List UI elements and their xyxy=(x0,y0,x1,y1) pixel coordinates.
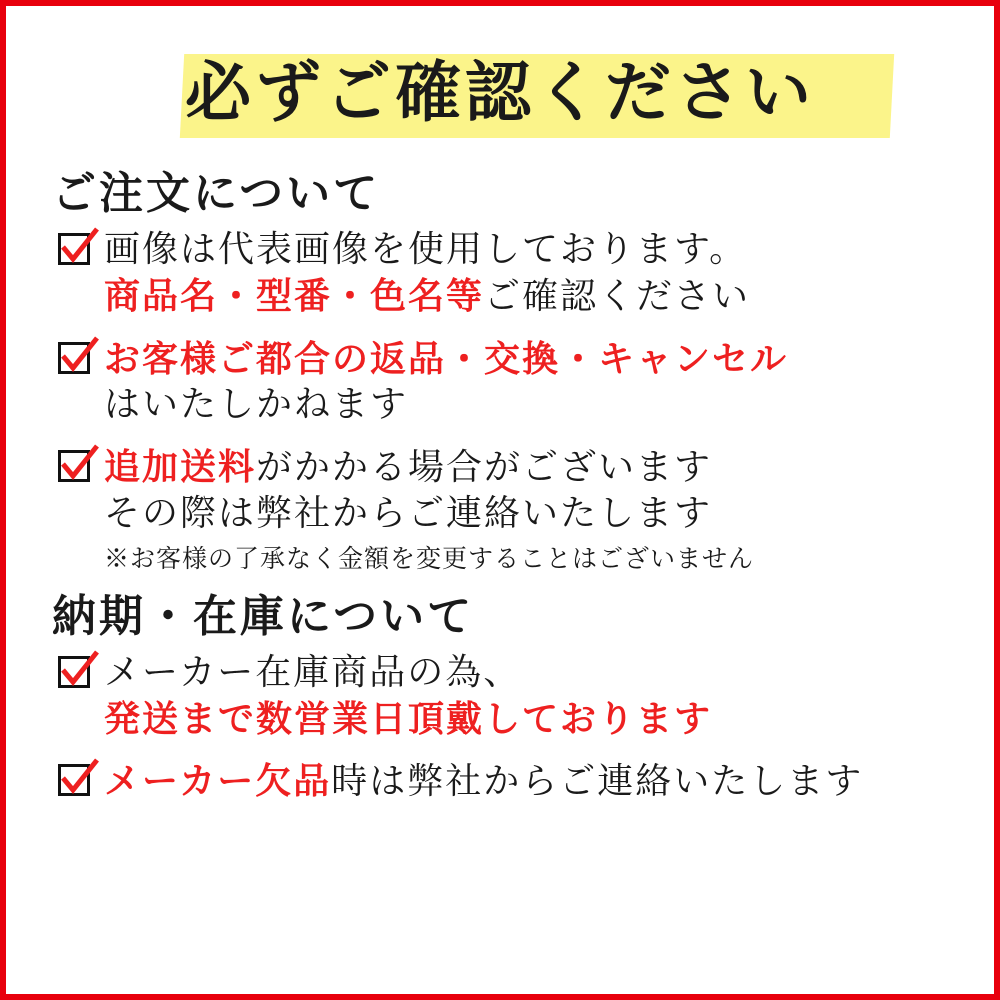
list-item-text xyxy=(104,336,960,428)
item-line: その際は弊社からご連絡いたします xyxy=(104,493,713,535)
section-heading-delivery: 納期・在庫について xyxy=(52,591,475,643)
checkbox-checked-icon xyxy=(58,764,96,802)
item-line xyxy=(104,273,960,320)
notice-content xyxy=(6,6,994,994)
list-item-text xyxy=(104,650,960,742)
item-line: お客様ご都合の返品・交換・キャンセル xyxy=(104,337,789,380)
list-item-text xyxy=(104,444,960,575)
item-line xyxy=(104,444,960,491)
page-title xyxy=(40,36,960,154)
item-line-red: メーカー欠品 xyxy=(104,760,332,803)
list-item xyxy=(58,650,960,742)
list-item xyxy=(58,336,960,428)
checkbox-checked-icon xyxy=(58,233,96,271)
item-line: メーカー在庫商品の為、 xyxy=(104,652,522,694)
list-item xyxy=(58,444,960,575)
list-item-text xyxy=(104,227,960,320)
checkbox-checked-icon xyxy=(58,656,96,694)
item-line xyxy=(104,758,960,805)
list-item xyxy=(58,758,960,805)
item-line: 発送まで数営業日頂戴しております xyxy=(104,698,713,741)
item-line-black: ご確認ください xyxy=(484,275,751,317)
checkbox-checked-icon xyxy=(58,342,96,380)
list-item xyxy=(58,227,960,320)
section-heading-order: ご注文について xyxy=(52,168,381,219)
item-line-black: 時は弊社からご連絡いたします xyxy=(331,761,864,803)
item-line-red: 商品名・型番・色名等 xyxy=(104,274,485,317)
item-line: はいたしかねます xyxy=(104,384,409,426)
list-item-text xyxy=(104,758,960,805)
item-line-red: 追加送料 xyxy=(104,446,257,489)
checkbox-checked-icon xyxy=(58,450,96,488)
item-line: 画像は代表画像を使用しております。 xyxy=(104,228,748,270)
item-note: ※お客様の了承なく金額を変更することはございません xyxy=(104,544,755,574)
item-line-black: がかかる場合がございます xyxy=(256,447,713,489)
title-text: 必ずご確認ください xyxy=(185,53,815,131)
